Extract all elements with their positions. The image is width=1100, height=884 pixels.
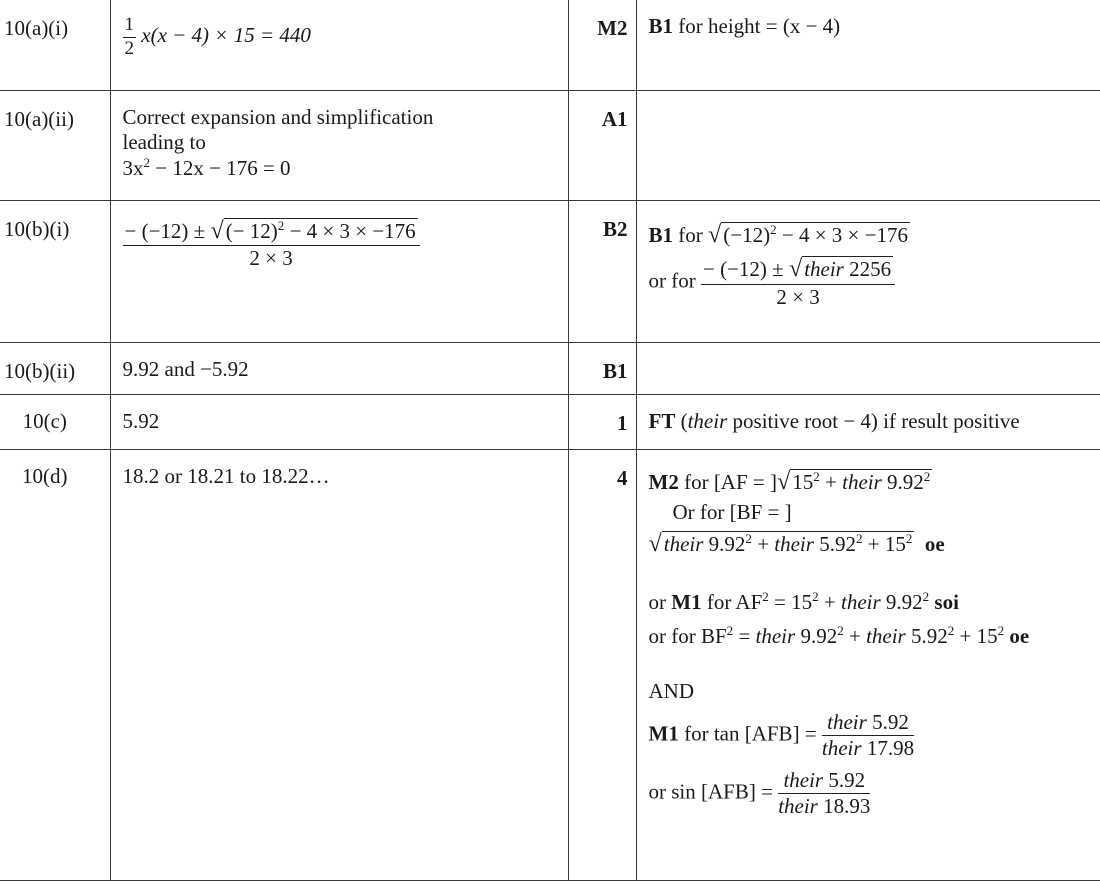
table-row: [0, 342, 1100, 394]
answer-cell: 9.92 and −5.92: [110, 342, 568, 394]
table-row: [0, 449, 1100, 881]
table-row: [0, 0, 1100, 90]
answer-cell: Correct expansion and simplification leading to $3x^2 - 12x - 176 = 0$: [110, 90, 568, 200]
marks-cell: M2: [568, 0, 636, 90]
answer-cell: [110, 0, 568, 90]
half-fraction: $\frac{1}{2}$: [124, 14, 134, 59]
question-number: 10(a)(i): [0, 0, 110, 90]
answer-expression: x(x − 4) × 15 = 440: [141, 23, 311, 48]
question-number: 10(b)(i): [0, 200, 110, 342]
guidance-cell: B1 for height = (x − 4): [636, 0, 1100, 90]
question-number: 10(a)(ii): [0, 90, 110, 200]
marks-cell: 1: [568, 394, 636, 449]
guidance-cell: [636, 342, 1100, 394]
table-row: [0, 200, 1100, 342]
marks-cell: 4: [568, 449, 636, 881]
guidance-cell: B1 for $√(-12)^2 - 4 \times 3 \times -176$ or for $\frac{\text{− (−12) ± √their 2256}}{2 \times 3}$: [636, 200, 1100, 342]
marks-cell: B1: [568, 342, 636, 394]
quadratic-formula: $\frac{- (-12) \pm √(- 12)^2 - 4 \times 3 \times -176}{2 \times 3}$: [123, 217, 420, 272]
guidance-cell: [636, 90, 1100, 200]
answer-cell: [110, 200, 568, 342]
question-number: 10(d): [0, 449, 110, 881]
question-number: 10(c): [0, 394, 110, 449]
answer-cell: 18.2 or 18.21 to 18.22…: [110, 449, 568, 881]
answer-cell: 5.92: [110, 394, 568, 449]
marks-cell: A1: [568, 90, 636, 200]
table-row: [0, 394, 1100, 449]
table-row: [0, 90, 1100, 200]
question-number: 10(b)(ii): [0, 342, 110, 394]
marks-cell: B2: [568, 200, 636, 342]
guidance-cell: FT (their positive root − 4) if result positive: [636, 394, 1100, 449]
guidance-cell: M2 for $[AF = ]√15^2$ + their 9.92$^2$ Or for [BF = ] √their $9.92^2$ + their $5.92^2 + 15^2$ oe or M1 for $AF^2 = 15^2$ + their 9.92$^2$ soi or for $BF^2$ = their $9.92^2$ + their $5.92^2 + 15^2$ oe AND M1 for tan [AFB] = $\frac{\text{their 5.92}}{\text{their 17.98}}$ or sin [AFB] = $\frac{\text{their 5.92}}{\text{their 18.93}}$: [636, 449, 1100, 881]
